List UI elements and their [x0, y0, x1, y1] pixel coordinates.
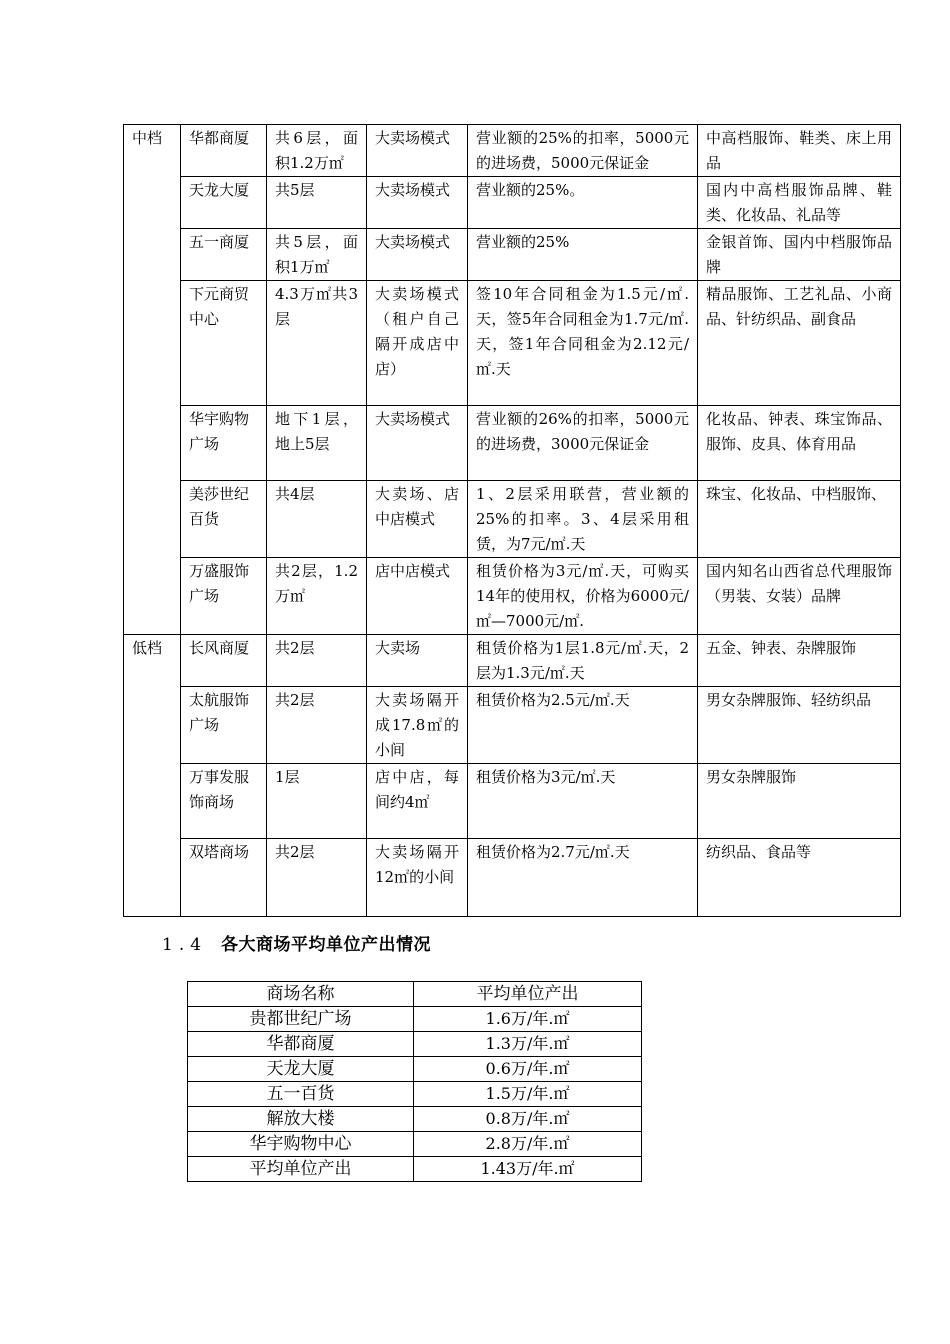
mode-cell: 大卖场隔开12㎡的小间 [367, 839, 468, 917]
floors-cell: 1层 [267, 764, 367, 839]
mall-name-cell: 华都商厦 [181, 125, 267, 177]
mall-name-cell: 万盛服饰广场 [181, 558, 267, 635]
table-row [124, 558, 901, 635]
table-row [124, 764, 901, 839]
goods-cell: 化妆品、钟表、珠宝饰品、服饰、皮具、体育用品 [698, 406, 901, 481]
mall-name-cell: 长风商厦 [181, 635, 267, 687]
goods-cell: 纺织品、食品等 [698, 839, 901, 917]
goods-cell: 珠宝、化妆品、中档服饰、 [698, 481, 901, 558]
rent-cell: 营业额的25% [468, 229, 698, 281]
mall-name-cell: 下元商贸中心 [181, 281, 267, 406]
rent-cell: 1、2层采用联营，营业额的25%的扣率。3、4层采用租赁，为7元/㎡.天 [468, 481, 698, 558]
floors-cell: 共5层 [267, 177, 367, 229]
rent-cell: 营业额的25%的扣率，5000元的进场费，5000元保证金 [468, 125, 698, 177]
mall-name-cell: 华都商厦 [188, 1032, 414, 1057]
mall-leasing-table [123, 124, 901, 917]
table-row [188, 1107, 642, 1132]
tier-cell: 低档 [124, 635, 181, 917]
mode-cell: 大卖场模式 [367, 125, 468, 177]
goods-cell: 国内知名山西省总代理服饰（男装、女装）品牌 [698, 558, 901, 635]
mode-cell: 店中店，每间约4㎡ [367, 764, 468, 839]
rent-cell: 租赁价格为2.7元/㎡.天 [468, 839, 698, 917]
floors-cell: 共2层 [267, 635, 367, 687]
rent-cell: 租赁价格为3元/㎡.天，可购买14年的使用权，价格为6000元/㎡—7000元/㎡. [468, 558, 698, 635]
table-row [188, 1057, 642, 1082]
mall-name-cell: 天龙大厦 [188, 1057, 414, 1082]
table-row [188, 1032, 642, 1057]
mall-name-cell: 华宇购物中心 [188, 1132, 414, 1157]
average-label-cell: 平均单位产出 [188, 1157, 414, 1182]
floors-cell: 共6层，面积1.2万㎡ [267, 125, 367, 177]
table-row [188, 1132, 642, 1157]
section-number: 1.4 [162, 935, 208, 955]
output-value-cell: 2.8万/年.㎡ [414, 1132, 642, 1157]
rent-cell: 营业额的26%的扣率，5000元的进场费，3000元保证金 [468, 406, 698, 481]
rent-cell: 租赁价格为3元/㎡.天 [468, 764, 698, 839]
table-row [188, 1082, 642, 1107]
goods-cell: 男女杂牌服饰、轻纺织品 [698, 687, 901, 764]
average-value-cell: 1.43万/年.㎡ [414, 1157, 642, 1182]
output-value-cell: 1.3万/年.㎡ [414, 1032, 642, 1057]
table-row [124, 687, 901, 764]
output-value-cell: 0.6万/年.㎡ [414, 1057, 642, 1082]
mode-cell: 大卖场模式 [367, 177, 468, 229]
table-row [124, 229, 901, 281]
output-value-cell: 0.8万/年.㎡ [414, 1107, 642, 1132]
section-title: 各大商场平均单位产出情况 [221, 935, 432, 955]
table-header-row [188, 982, 642, 1007]
mode-cell: 店中店模式 [367, 558, 468, 635]
mall-name-cell: 双塔商场 [181, 839, 267, 917]
mall-name-cell: 华宇购物广场 [181, 406, 267, 481]
header-mall-name: 商场名称 [188, 982, 414, 1007]
table-row [124, 281, 901, 406]
mode-cell: 大卖场模式 [367, 229, 468, 281]
rent-cell: 租赁价格为1层1.8元/㎡.天，2层为1.3元/㎡.天 [468, 635, 698, 687]
goods-cell: 国内中高档服饰品牌、鞋类、化妆品、礼品等 [698, 177, 901, 229]
table-row [124, 406, 901, 481]
goods-cell: 五金、钟表、杂牌服饰 [698, 635, 901, 687]
table-row [188, 1157, 642, 1182]
mall-name-cell: 万事发服饰商场 [181, 764, 267, 839]
table-row [124, 635, 901, 687]
mall-name-cell: 美莎世纪百货 [181, 481, 267, 558]
output-value-cell: 1.6万/年.㎡ [414, 1007, 642, 1032]
goods-cell: 精品服饰、工艺礼品、小商品、针纺织品、副食品 [698, 281, 901, 406]
floors-cell: 4.3万㎡共3层 [267, 281, 367, 406]
mall-name-cell: 太航服饰广场 [181, 687, 267, 764]
floors-cell: 共5层，面积1万㎡ [267, 229, 367, 281]
unit-output-table [187, 981, 642, 1182]
tier-cell: 中档 [124, 125, 181, 635]
goods-cell: 金银首饰、国内中档服饰品牌 [698, 229, 901, 281]
floors-cell: 共2层 [267, 839, 367, 917]
mall-name-cell: 天龙大厦 [181, 177, 267, 229]
output-value-cell: 1.5万/年.㎡ [414, 1082, 642, 1107]
mall-name-cell: 五一百货 [188, 1082, 414, 1107]
mall-name-cell: 五一商厦 [181, 229, 267, 281]
goods-cell: 中高档服饰、鞋类、床上用品 [698, 125, 901, 177]
goods-cell: 男女杂牌服饰 [698, 764, 901, 839]
floors-cell: 共2层，1.2万㎡ [267, 558, 367, 635]
mall-name-cell: 解放大楼 [188, 1107, 414, 1132]
table-row [188, 1007, 642, 1032]
section-heading [162, 930, 431, 955]
floors-cell: 共4层 [267, 481, 367, 558]
rent-cell: 租赁价格为2.5元/㎡.天 [468, 687, 698, 764]
table-row [124, 481, 901, 558]
table-row [124, 839, 901, 917]
rent-cell: 签10年合同租金为1.5元/㎡.天，签5年合同租金为1.7元/㎡.天，签1年合同租金为2.12元/㎡.天 [468, 281, 698, 406]
table-row [124, 177, 901, 229]
mode-cell: 大卖场、店中店模式 [367, 481, 468, 558]
mode-cell: 大卖场模式 [367, 406, 468, 481]
rent-cell: 营业额的25%。 [468, 177, 698, 229]
mall-name-cell: 贵都世纪广场 [188, 1007, 414, 1032]
floors-cell: 地下1层，地上5层 [267, 406, 367, 481]
header-unit-output: 平均单位产出 [414, 982, 642, 1007]
mode-cell: 大卖场隔开成17.8㎡的小间 [367, 687, 468, 764]
mode-cell: 大卖场模式（租户自己隔开成店中店） [367, 281, 468, 406]
mode-cell: 大卖场 [367, 635, 468, 687]
floors-cell: 共2层 [267, 687, 367, 764]
table-row [124, 125, 901, 177]
